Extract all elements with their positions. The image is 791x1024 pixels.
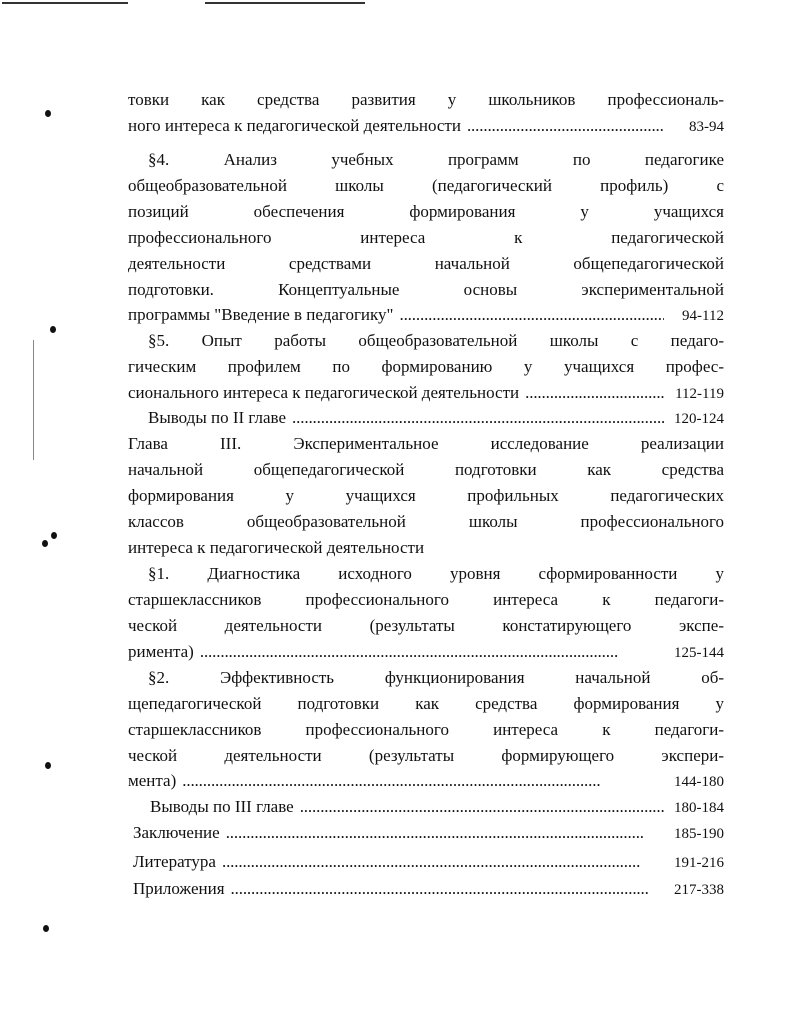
toc-line: позиций обеспечения формирования у учащихся	[128, 202, 724, 221]
page-number: 83-94	[689, 119, 724, 135]
toc-line: §5. Опыт работы общеобразовательной школы с педаго-	[148, 331, 724, 350]
dot-leader	[525, 381, 664, 405]
dot-leader	[200, 640, 664, 664]
binder-hole-mark	[45, 762, 51, 769]
page-number: 144-180	[674, 774, 724, 790]
dot-leader	[231, 877, 664, 901]
dot-leader	[399, 303, 664, 327]
page-number: 94-112	[682, 308, 724, 324]
toc-line: профессионального интереса к педагогической	[128, 228, 724, 247]
toc-line: Выводы по III главе . . . 180-184	[128, 795, 724, 819]
page-number: 112-119	[675, 386, 724, 402]
binder-hole-mark	[50, 326, 56, 333]
toc-line: Глава III. Экспериментальное исследование реализации	[128, 434, 724, 453]
toc-line: Литература . . . 191-216	[128, 850, 724, 874]
page-number: 125-144	[674, 645, 724, 661]
toc-line: общеобразовательной школы (педагогический профиль) с	[128, 176, 724, 195]
toc-line: сионального интереса к педагогической деятельности . . . 112-119	[128, 381, 724, 405]
toc-line: формирования у учащихся профильных педагогических	[128, 486, 724, 505]
toc-line: старшеклассников профессионального интереса к педагоги-	[128, 590, 724, 609]
toc-line: щепедагогической подготовки как средства формирования у	[128, 694, 724, 713]
page-edge-line	[33, 340, 34, 460]
toc-line: гическим профилем по формированию у учащихся профес-	[128, 357, 724, 376]
toc-line: мента) . . . 144-180	[128, 769, 724, 793]
toc-line: начальной общепедагогической подготовки как средства	[128, 460, 724, 479]
toc-line: деятельности средствами начальной общепедагогической	[128, 254, 724, 273]
scan-artifact-top-right	[205, 2, 365, 4]
toc-line: старшеклассников профессионального интереса к педагоги-	[128, 720, 724, 739]
dot-leader	[182, 769, 664, 793]
toc-line: товки как средства развития у школьников профессиональ-	[128, 90, 724, 109]
toc-line: §1. Диагностика исходного уровня сформированности у	[148, 564, 724, 583]
binder-hole-mark	[42, 540, 48, 547]
scan-artifact-top-left	[2, 2, 128, 4]
toc-line: подготовки. Концептуальные основы экспериментальной	[128, 280, 724, 299]
page-number: 185-190	[674, 826, 724, 842]
page-number: 120-124	[674, 411, 724, 427]
toc-line: §2. Эффективность функционирования начальной об-	[148, 668, 724, 687]
binder-hole-mark	[51, 532, 57, 539]
toc-line: Выводы по II главе . . . 120-124	[128, 406, 724, 430]
toc-line: ческой деятельности (результаты формирующего экспери-	[128, 746, 724, 765]
toc-line: ческой деятельности (результаты констатирующего экспе-	[128, 616, 724, 635]
toc-line: Заключение . . . 185-190	[128, 821, 724, 845]
toc-line: классов общеобразовательной школы профессионального	[128, 512, 724, 531]
dot-leader	[467, 114, 664, 138]
toc-line: римента) . . . 125-144	[128, 640, 724, 664]
dot-leader	[222, 850, 664, 874]
toc-line: интереса к педагогической деятельности	[128, 538, 425, 557]
dot-leader	[300, 795, 664, 819]
dot-leader	[226, 821, 664, 845]
toc-line: программы "Введение в педагогику" . . . 94-112	[128, 303, 724, 327]
dot-leader	[292, 406, 664, 430]
page-number: 180-184	[674, 800, 724, 816]
toc-line: Приложения . . . 217-338	[128, 877, 724, 901]
page-number: 191-216	[674, 855, 724, 871]
toc-line: §4. Анализ учебных программ по педагогике	[148, 150, 724, 169]
binder-hole-mark	[45, 110, 51, 117]
page-number: 217-338	[674, 882, 724, 898]
toc-line: ного интереса к педагогической деятельности . . . 83-94	[128, 114, 724, 138]
binder-hole-mark	[43, 925, 49, 932]
